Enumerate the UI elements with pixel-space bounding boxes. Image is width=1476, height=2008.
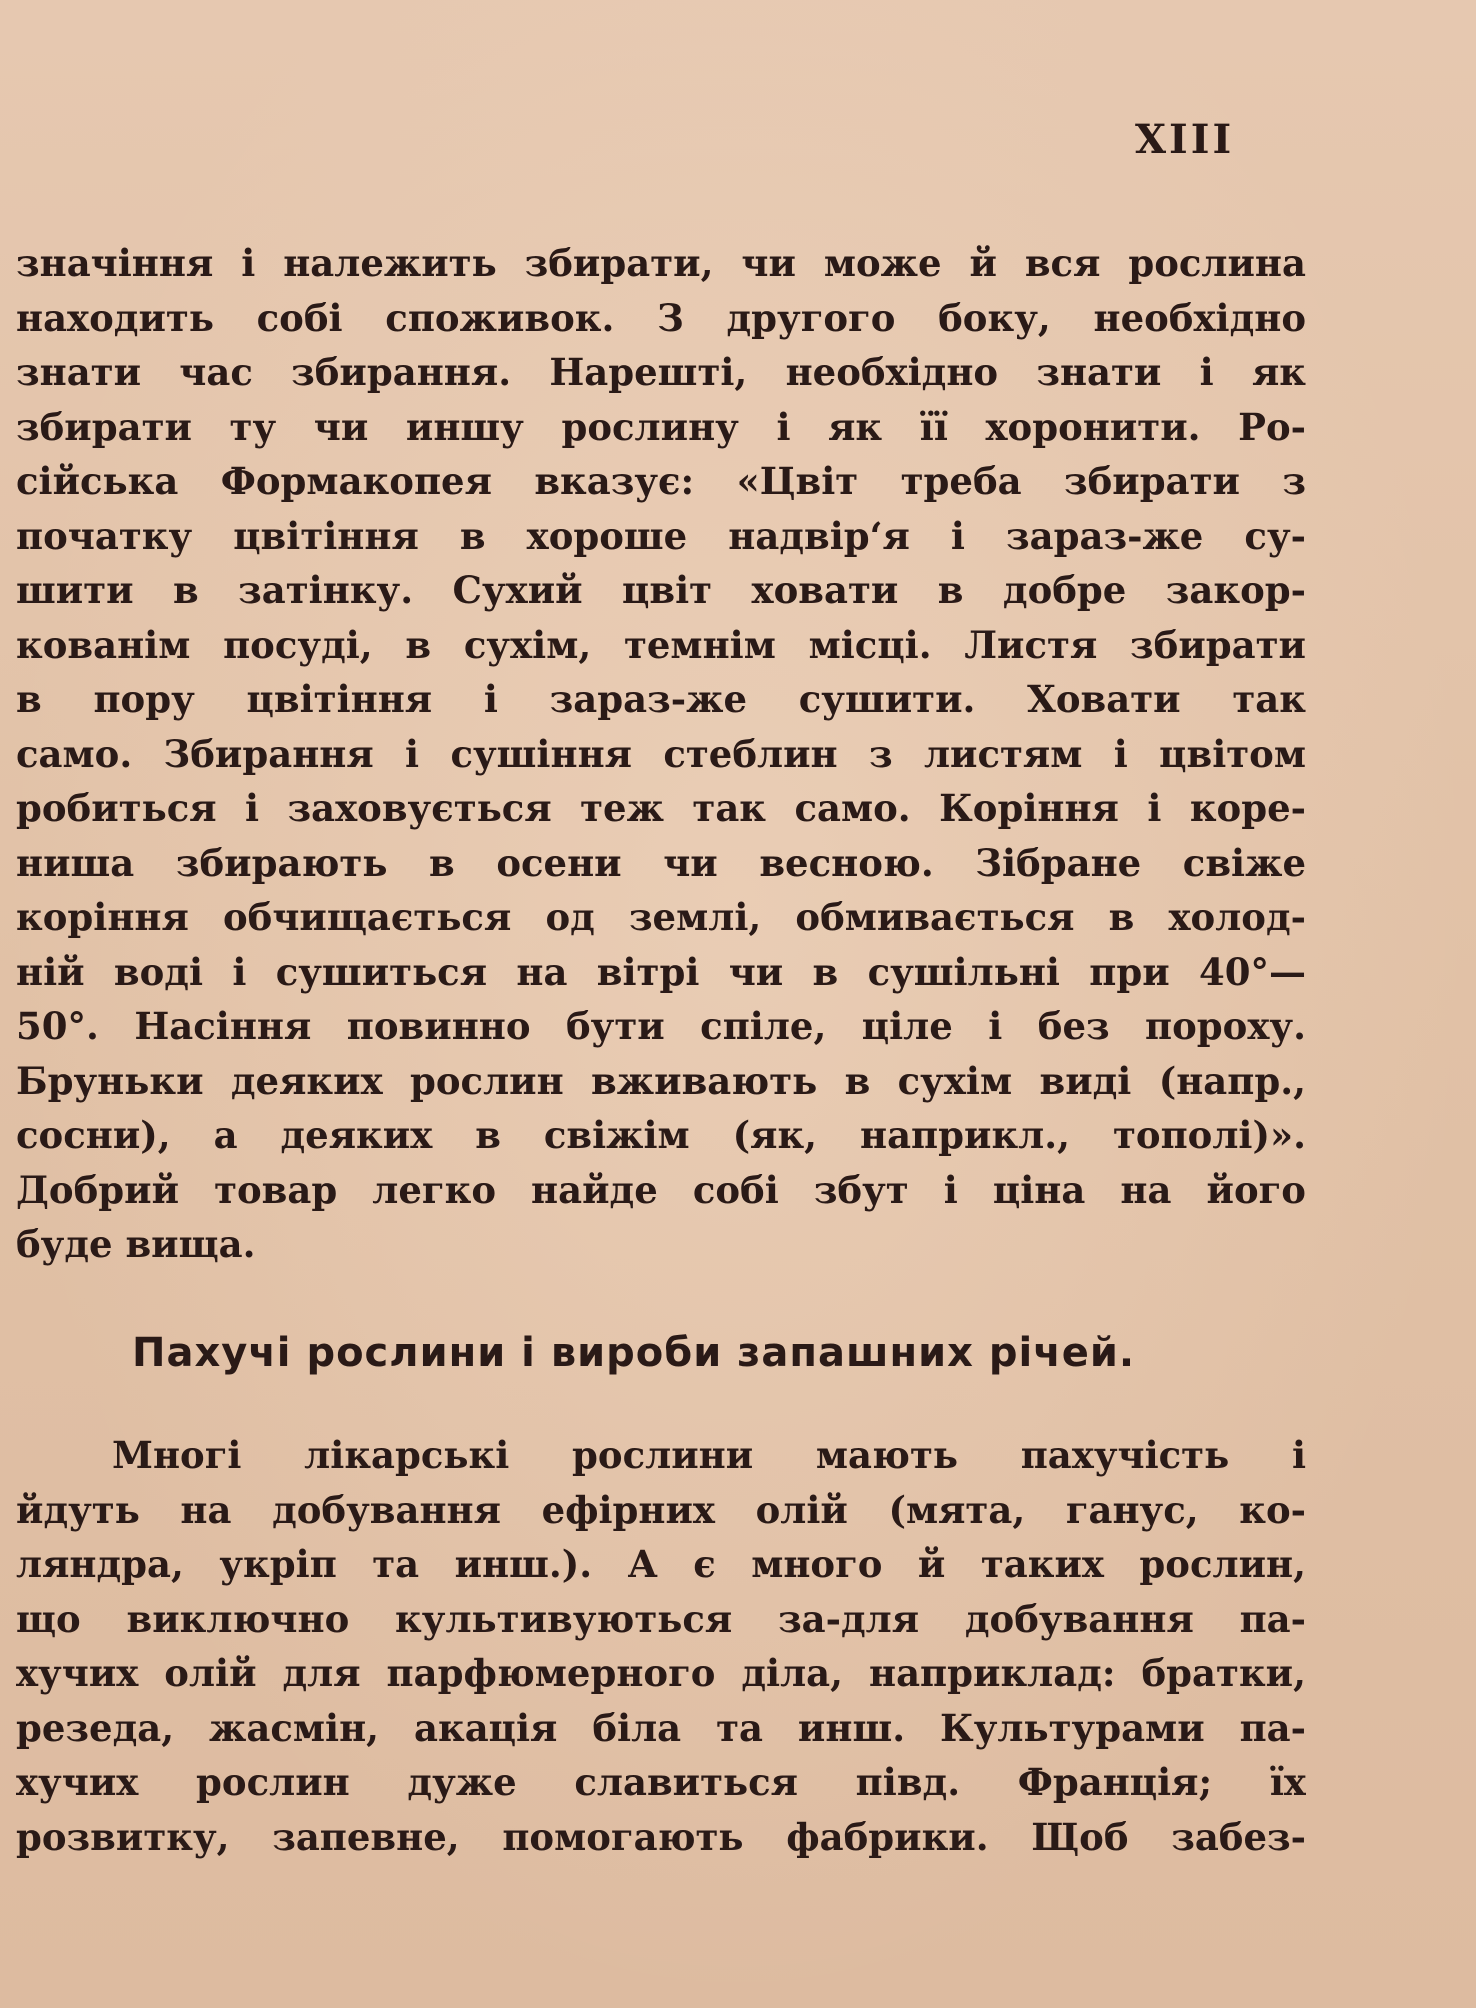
text-line: Бруньки деяких рослин вживають в сухім виді (напр., xyxy=(16,1058,1306,1103)
text-line: в пору цвітіння і зараз-же сушити. Ховати так xyxy=(16,677,1306,721)
text-line: ниша збирають в осени чи весною. Зібране свіже xyxy=(16,840,1306,885)
text-line: початку цвітіння в хороше надвір‘я і зараз-же су- xyxy=(16,513,1306,558)
text-line: сосни), а деяких в свіжім (як, наприкл., тополі)». xyxy=(16,1113,1306,1157)
text-line: хучих олій для парфюмерного діла, наприклад: братки, xyxy=(16,1651,1306,1695)
text-line: само. Збирання і сушіння стеблин з листям і цвітом xyxy=(16,731,1306,776)
text-line: хучих рослин дуже славиться півд. Франція; їх xyxy=(16,1760,1306,1804)
text-line: шити в затінку. Сухий цвіт ховати в добре закор- xyxy=(16,568,1306,612)
paragraph-2 xyxy=(16,1428,1306,1864)
text-line: сійська Формакопея вказує: «Цвіт треба збирати з xyxy=(16,459,1306,503)
text-line: знати час збирання. Нарешті, необхідно знати і як xyxy=(16,350,1306,394)
text-line: находить собі споживок. З другого боку, необхідно xyxy=(16,295,1306,340)
text-line: Добрий товар легко найде собі збут і ціна на його xyxy=(16,1167,1306,1212)
text-line: резеда, жасмін, акація біла та инш. Культурами па- xyxy=(16,1705,1306,1750)
text-line: ній воді і сушиться на вітрі чи в сушільні при 40°— xyxy=(16,949,1306,994)
text-line: буде вища. xyxy=(16,1222,256,1266)
section-heading: Пахучі рослини і вироби запашних річей. xyxy=(132,1330,1136,1376)
text-line: ляндра, укріп та инш.). А є много й таких рослин, xyxy=(16,1542,1306,1586)
text-line: що виключно культивуються за-для добування па- xyxy=(16,1596,1306,1641)
text-line: робиться і заховується теж так само. Коріння і коре- xyxy=(16,786,1306,830)
text-line: розвитку, запевне, помогають фабрики. Щоб забез- xyxy=(16,1814,1306,1859)
text-line: коріння обчищається од землі, обмивається в холод- xyxy=(16,895,1306,939)
text-line: Многі лікарські рослини мають пахучість і xyxy=(112,1433,1306,1477)
paragraph-1 xyxy=(16,236,1306,1272)
text-line: йдуть на добування ефірних олій (мята, ганус, ко- xyxy=(16,1487,1306,1532)
text-line: кованім посуді, в сухім, темнім місці. Листя збирати xyxy=(16,622,1306,667)
text-line: 50°. Насіння повинно бути спіле, ціле і без пороху. xyxy=(16,1004,1306,1048)
text-line: значіння і належить збирати, чи може й вся рослина xyxy=(16,241,1306,285)
page-number: XIII xyxy=(1135,116,1235,163)
text-line: збирати ту чи иншу рослину і як її хоронити. Ро- xyxy=(16,404,1306,449)
